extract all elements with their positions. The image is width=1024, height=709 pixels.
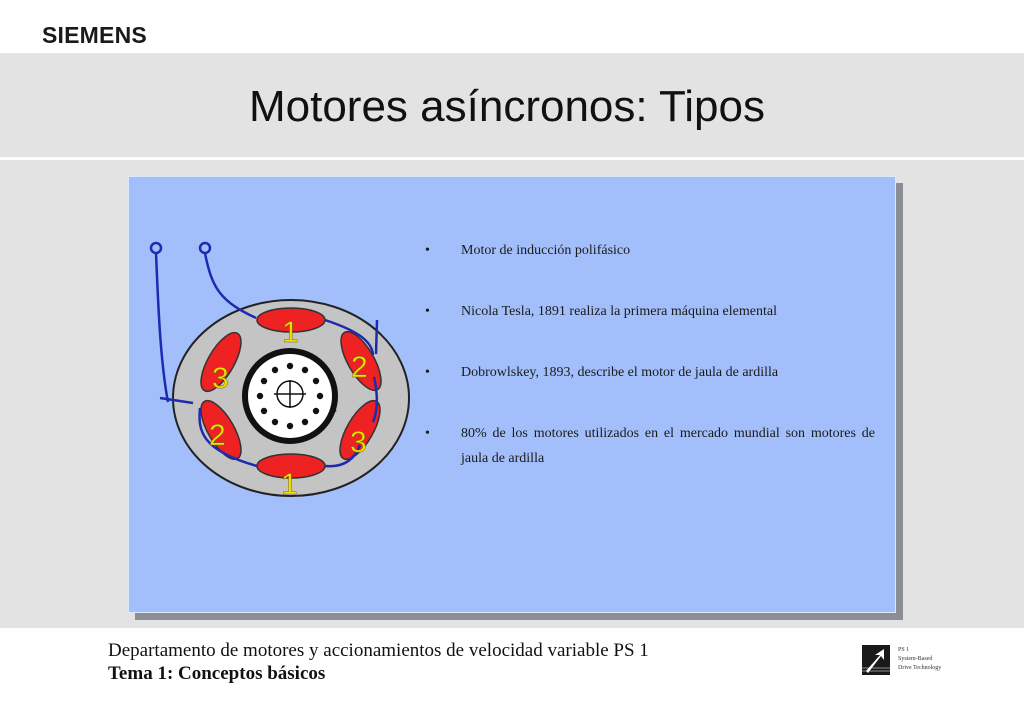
logo-line: System-Based [898,656,933,662]
slide-title: Motores asíncronos: Tipos [248,82,765,131]
bullet-item: • Nicola Tesla, 1891 realiza la primera máquina elemental [425,304,777,319]
topic-text: Tema 1: Conceptos básicos [108,663,326,684]
logo-caption [898,646,941,673]
drive-technology-logo-icon [862,645,890,675]
motor-diagram [140,230,410,510]
logo-line: Drive Technology [898,665,942,671]
pole-label: 2 [351,351,368,384]
top-bar [0,0,1024,53]
bullet-list [425,238,875,471]
bullet-text: Motor de inducción polifásico [461,243,631,258]
bullet-text: 80% de los motores utilizados en el mercado mundial son motores de jaula de ardilla [461,426,875,466]
bullet-text: Nicola Tesla, 1891 realiza la primera máquina elemental [461,304,777,319]
terminal-icon [200,243,210,253]
pole-label: 3 [212,362,229,395]
bullet-item: • 80% de los motores utilizados en el mercado mundial son motores de jaula de ardilla [425,426,875,466]
pole-label: 3 [350,426,367,459]
pole-label: 1 [282,316,299,349]
terminal-icon [151,243,161,253]
bullet-item: • Dobrowlskey, 1893, describe el motor de jaula de ardilla [425,365,779,380]
logo-line: PS 1 [898,647,910,653]
siemens-logo: SIEMENS [42,22,147,48]
pole-label: 2 [209,419,226,452]
bullet-item: • Motor de inducción polifásico [425,243,631,258]
title-divider [0,157,1024,160]
department-text: Departamento de motores y accionamientos de velocidad variable PS 1 [108,640,649,661]
pole-label: 1 [281,468,298,501]
bullet-text: Dobrowlskey, 1893, describe el motor de jaula de ardilla [461,365,779,380]
